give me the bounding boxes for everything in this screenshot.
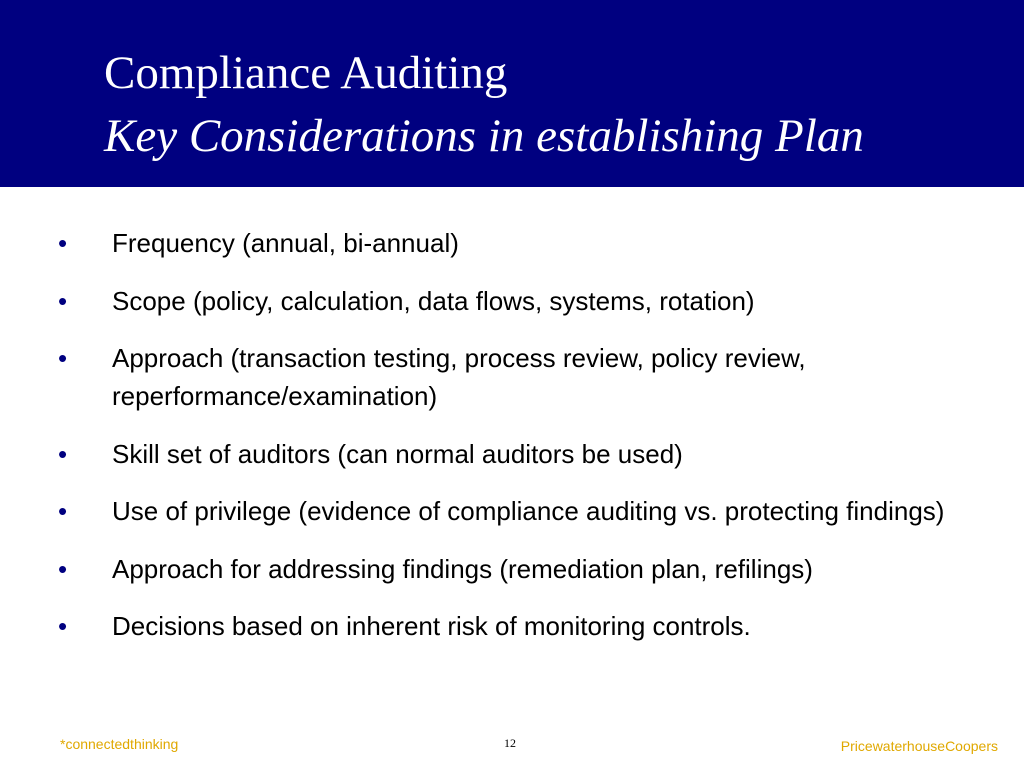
bullet-text: Scope (policy, calculation, data flows, systems, rotation)	[112, 285, 755, 316]
bullet-item	[0, 282, 1024, 320]
bullet-text: Frequency (annual, bi-annual)	[112, 228, 459, 258]
bullet-dot-icon: •	[58, 285, 68, 316]
company-name: PricewaterhouseCoopers	[840, 738, 998, 754]
bullet-item	[0, 224, 1024, 262]
footer-tagline: *connectedthinking	[60, 736, 179, 752]
bullet-dot-icon: •	[58, 343, 68, 373]
bullet-text: Decisions based on inherent risk of monitoring controls.	[112, 611, 751, 641]
bullet-dot-icon: •	[58, 553, 68, 584]
bullet-item	[0, 435, 1024, 473]
bullet-item	[0, 550, 1024, 588]
bullet-item	[0, 492, 1024, 530]
bullet-dot-icon: •	[58, 611, 68, 641]
title-banner	[0, 0, 1024, 187]
page-number: 12	[504, 736, 516, 750]
bullet-text: Use of privilege (evidence of compliance auditing vs. protecting findings)	[112, 496, 945, 526]
bullet-dot-icon: •	[58, 228, 68, 258]
bullet-item	[0, 339, 1024, 415]
slide-subtitle: Key Considerations in establishing Plan	[104, 110, 864, 162]
bullet-text: Approach for addressing findings (remediation plan, refilings)	[112, 553, 813, 584]
bullet-text: Approach (transaction testing, process review, policy review, reperformance/examination)	[112, 343, 806, 411]
bullet-list	[0, 224, 1024, 665]
bullet-dot-icon: •	[58, 438, 68, 469]
bullet-text: Skill set of auditors (can normal auditors be used)	[112, 438, 683, 469]
slide-title: Compliance Auditing	[104, 47, 508, 99]
bullet-item	[0, 607, 1024, 645]
bullet-dot-icon: •	[58, 496, 68, 526]
